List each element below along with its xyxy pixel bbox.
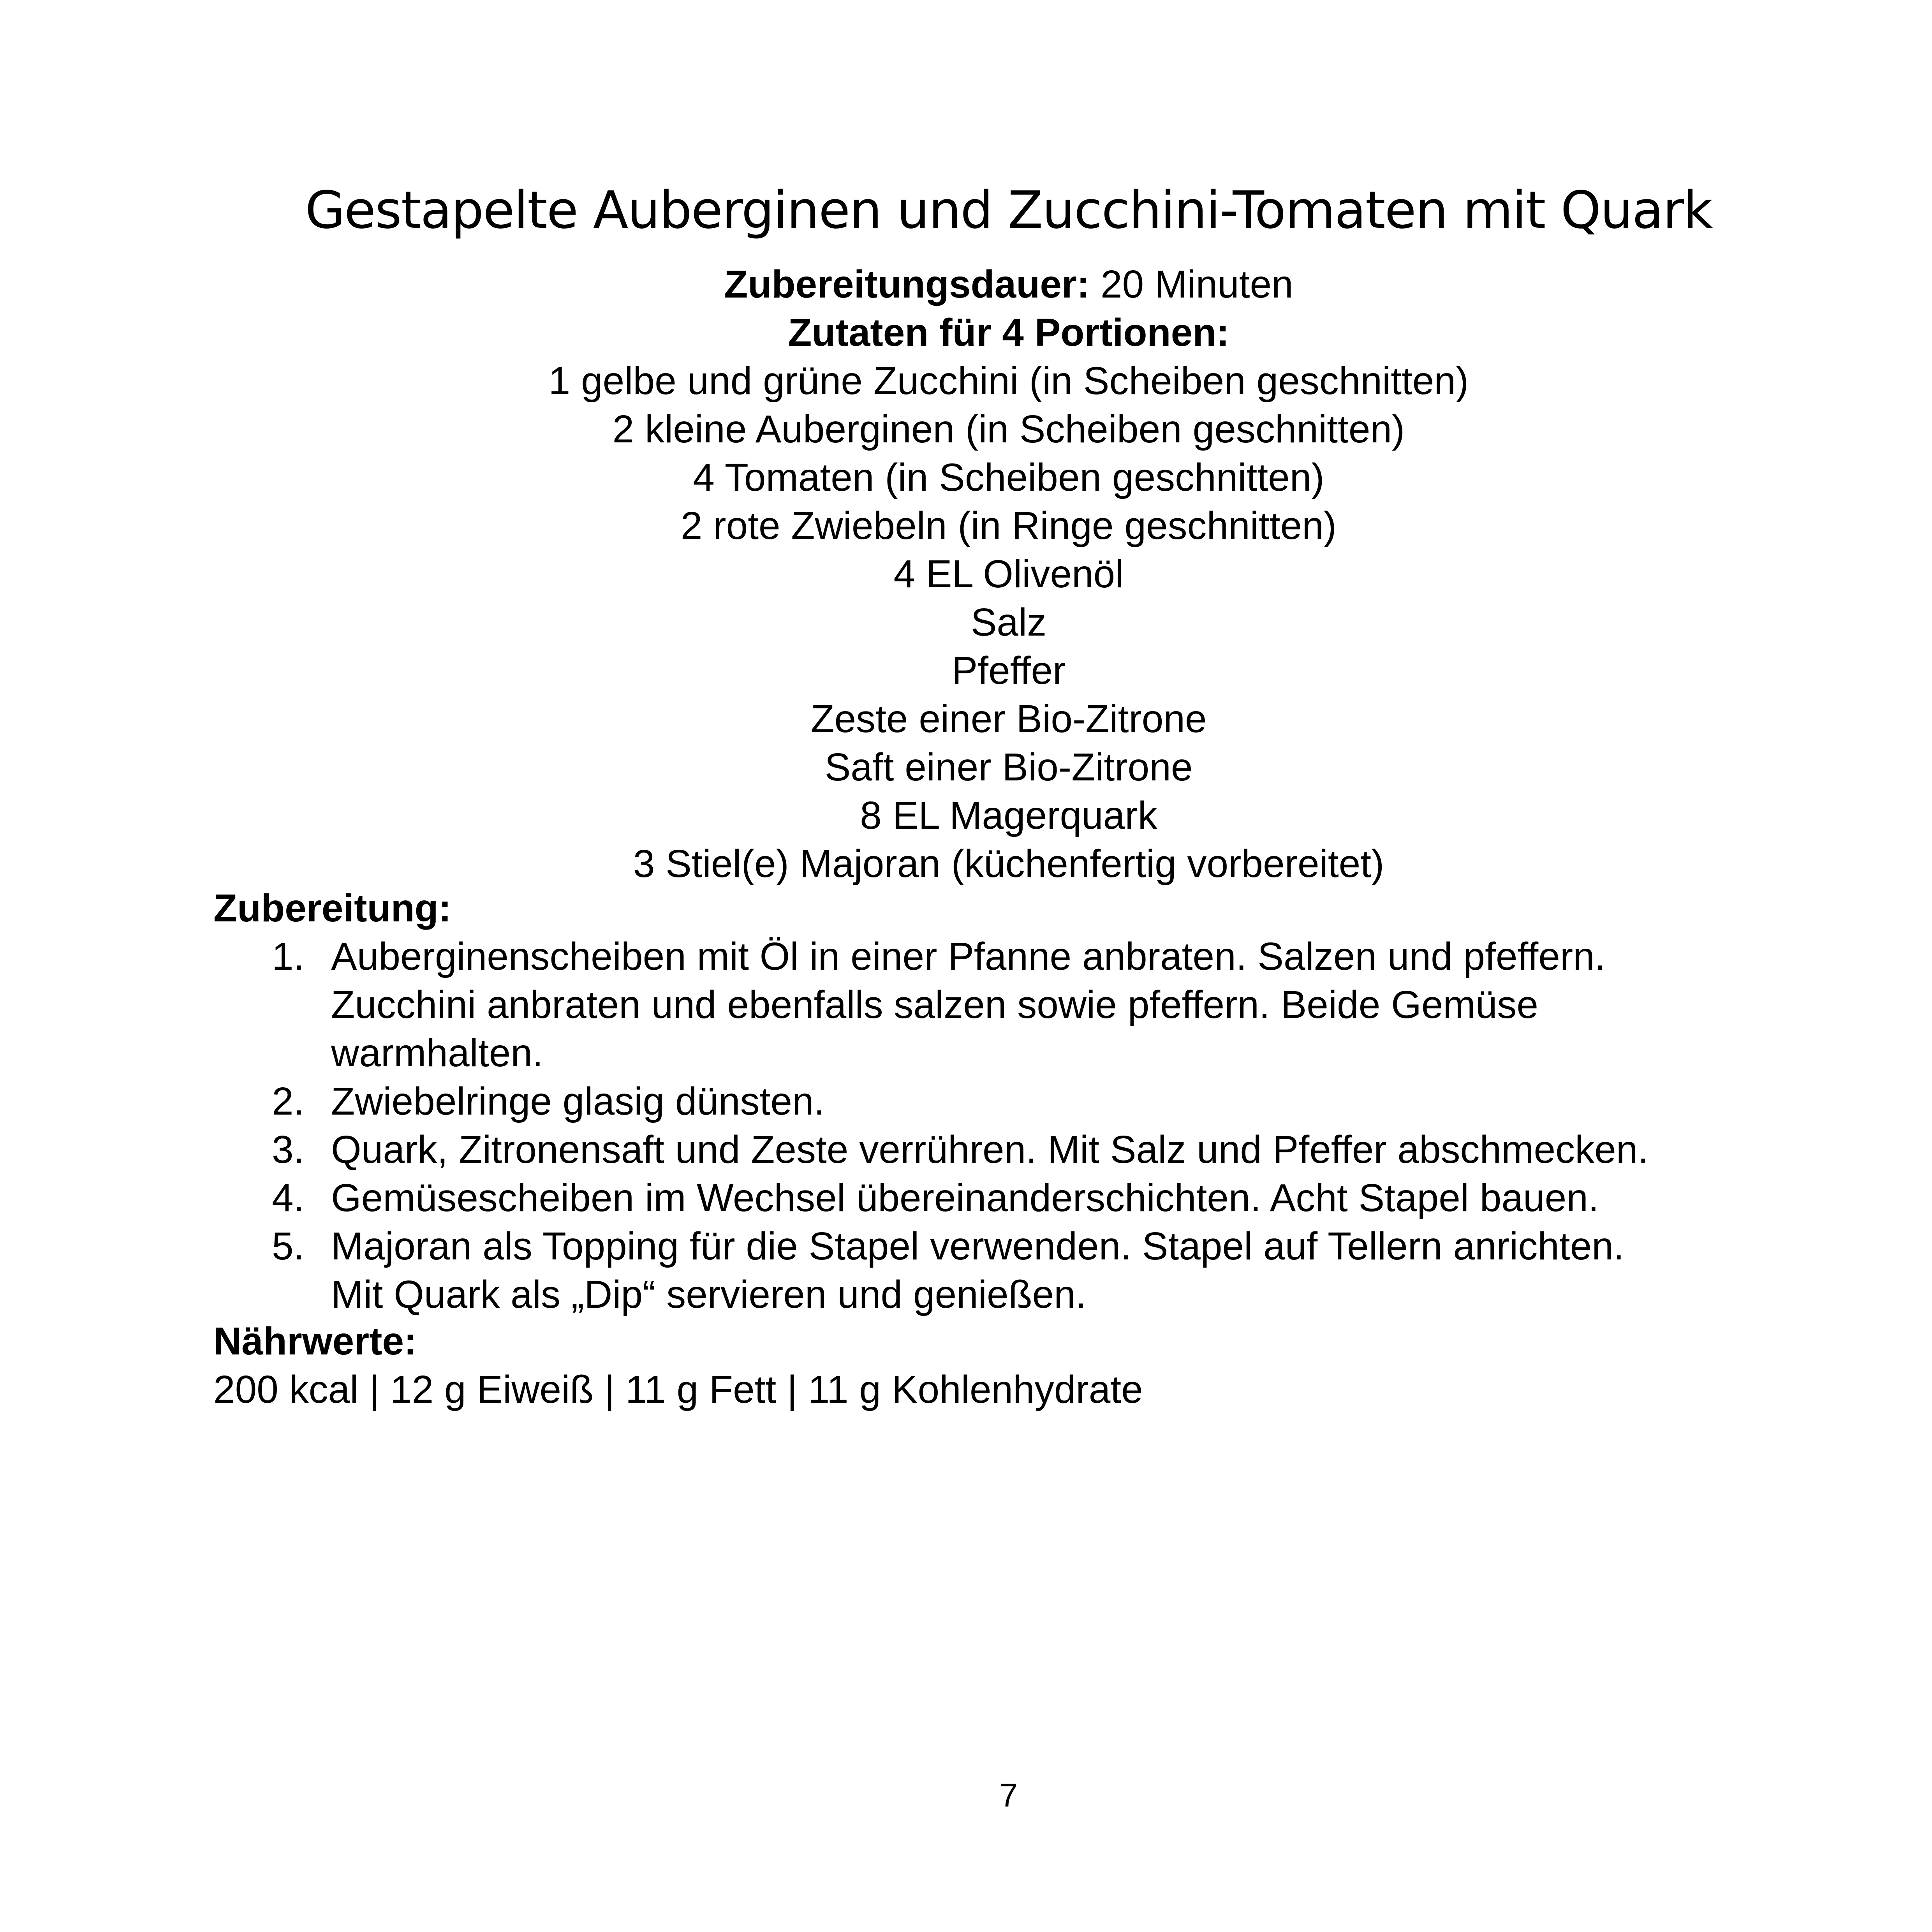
preparation-step <box>213 1222 1771 1319</box>
step-number: 5. <box>272 1224 305 1268</box>
nutrition-heading: Nährwerte: <box>213 1319 417 1363</box>
prep-time-line <box>0 260 1932 308</box>
ingredient-item: 1 gelbe und grüne Zucchini (in Scheiben geschnitten) <box>548 359 1469 403</box>
step-text-line: warmhalten. <box>331 1031 543 1075</box>
preparation-step <box>213 932 1771 1077</box>
step-text-line: Auberginenscheiben mit Öl in einer Pfanne anbraten. Salzen und pfeffern. <box>331 935 1606 978</box>
page-number: 7 <box>999 1777 1018 1814</box>
ingredient-item: 8 EL Magerquark <box>860 794 1157 837</box>
ingredient-item: Salz <box>970 601 1047 644</box>
ingredient-item: 4 Tomaten (in Scheiben geschnitten) <box>693 456 1324 499</box>
step-number: 4. <box>272 1176 305 1220</box>
step-number: 2. <box>272 1080 305 1123</box>
prep-time-value: 20 Minuten <box>1100 262 1293 306</box>
preparation-steps <box>213 932 1771 1319</box>
nutrition-values: 200 kcal | 12 g Eiweiß | 11 g Fett | 11 g Kohlenhydrate <box>213 1368 1143 1411</box>
preparation-heading: Zubereitung: <box>213 886 452 930</box>
ingredient-item: Zeste einer Bio-Zitrone <box>810 697 1207 741</box>
step-text-line: Zwiebelringe glasig dünsten. <box>331 1080 825 1123</box>
ingredient-item: Saft einer Bio-Zitrone <box>824 745 1193 789</box>
preparation-step <box>213 1077 1771 1125</box>
ingredient-item: 4 EL Olivenöl <box>893 552 1124 596</box>
prep-time-label: Zubereitungsdauer: <box>724 262 1090 306</box>
preparation-step <box>213 1125 1771 1174</box>
ingredient-item: 2 rote Zwiebeln (in Ringe geschnitten) <box>680 504 1337 548</box>
step-text-line: Quark, Zitronensaft und Zeste verrühren. Mit Salz und Pfeffer abschmecken. <box>331 1128 1649 1171</box>
ingredients-heading: Zutaten für 4 Portionen: <box>788 311 1229 354</box>
step-text-line: Mit Quark als „Dip“ servieren und genießen. <box>331 1273 1087 1316</box>
recipe-header-block <box>0 260 1932 888</box>
recipe-title: Gestapelte Auberginen und Zucchini-Tomaten mit Quark <box>305 180 1712 240</box>
ingredient-item: 2 kleine Auberginen (in Scheiben geschnitten) <box>612 407 1405 451</box>
ingredient-item: 3 Stiel(e) Majoran (küchenfertig vorbereitet) <box>633 842 1384 886</box>
step-number: 3. <box>272 1128 305 1171</box>
step-text-line: Majoran als Topping für die Stapel verwenden. Stapel auf Tellern anrichten. <box>331 1224 1624 1268</box>
ingredient-item: Pfeffer <box>951 649 1066 692</box>
step-text-line: Zucchini anbraten und ebenfalls salzen sowie pfeffern. Beide Gemüse <box>331 983 1539 1027</box>
step-text-line: Gemüsescheiben im Wechsel übereinanderschichten. Acht Stapel bauen. <box>331 1176 1599 1220</box>
step-number: 1. <box>272 935 305 978</box>
preparation-step <box>213 1174 1771 1222</box>
